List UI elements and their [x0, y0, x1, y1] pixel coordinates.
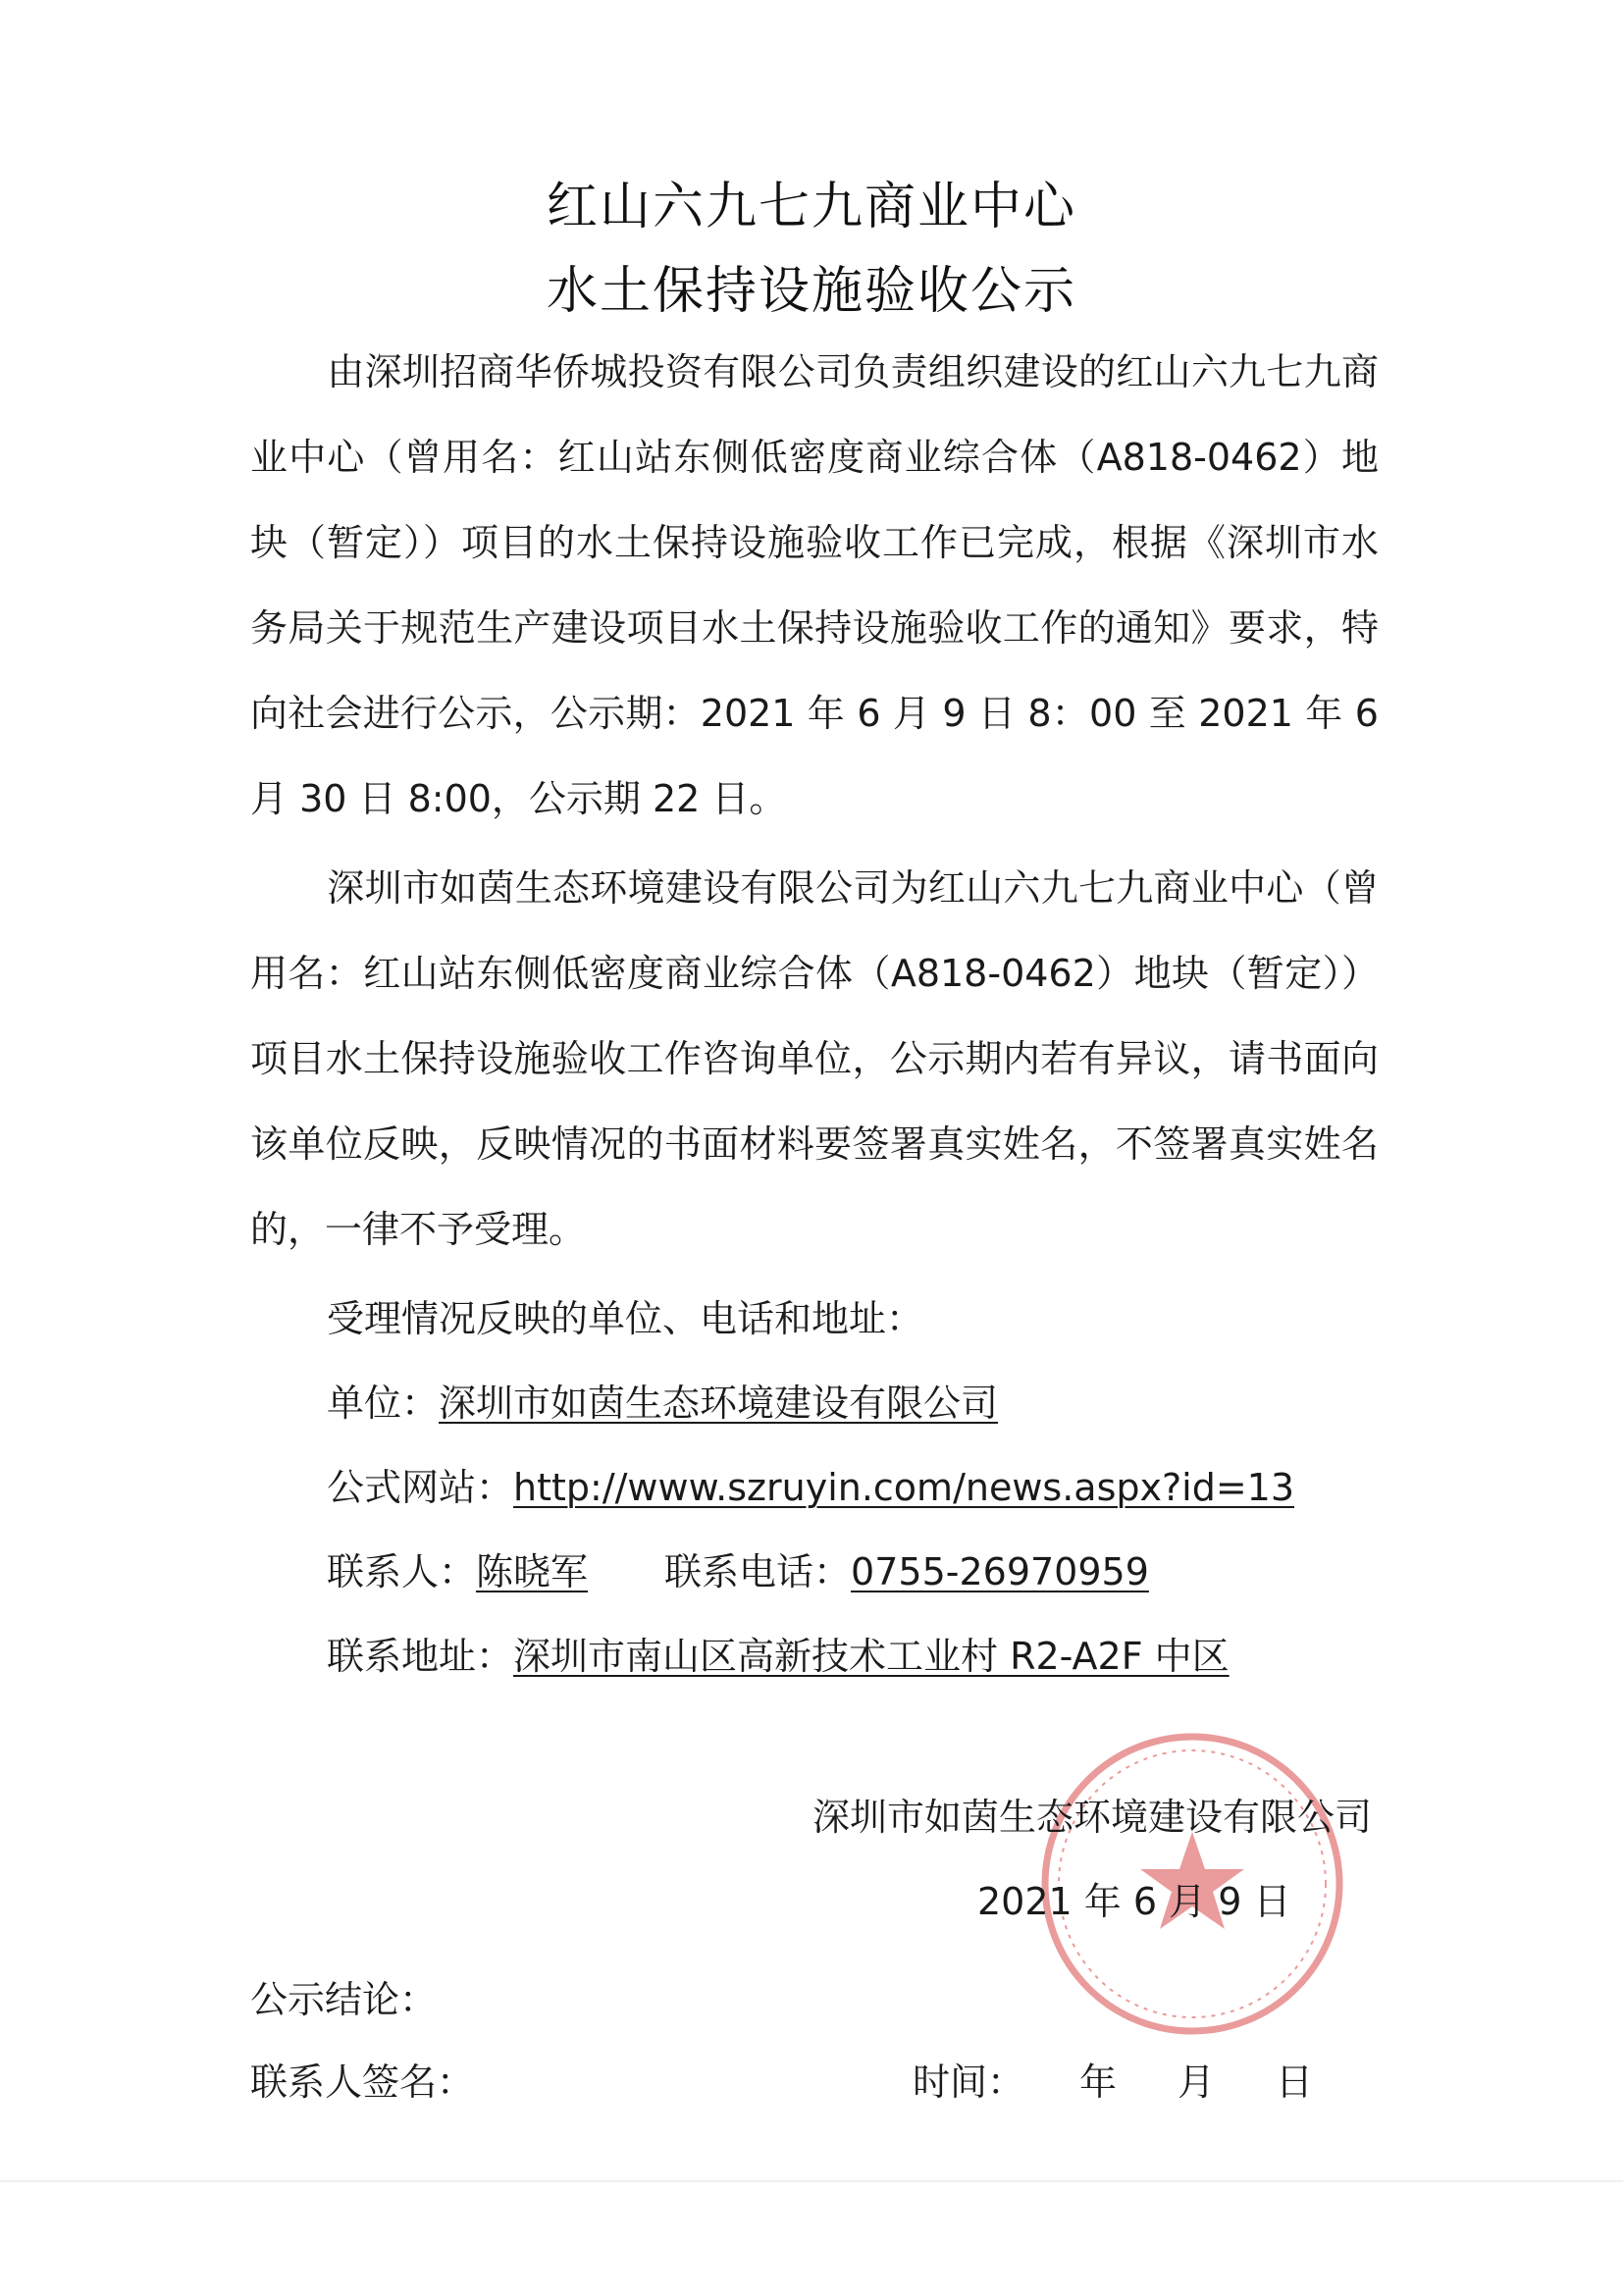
year-label: 年 — [1079, 2061, 1118, 2104]
document-title-line1: 红山六九七九商业中心 — [546, 178, 1076, 236]
contact-unit-row — [327, 1378, 998, 1429]
person-value: 陈晓军 — [476, 1550, 589, 1593]
address-value: 深圳市南山区高新技术工业村 R2-A2F 中区 — [513, 1635, 1230, 1678]
contact-person-row — [327, 1546, 1149, 1597]
month-label: 月 — [1178, 2061, 1216, 2104]
person-label: 联系人： — [327, 1550, 477, 1593]
signature-date: 2021 年 6 月 9 日 — [977, 1880, 1291, 1923]
paragraph-2-text: 深圳市如茵生态环境建设有限公司为红山六九七九商业中心（曾用名：红山站东侧低密度商业综合体（A818-0462）地块（暂定））项目水土保持设施验收工作咨询单位，公示期内若有异议，请书面向该单位反映，反映情况的书面材料要签署真实姓名，不签署真实姓名的，一律不予受理。 — [250, 866, 1379, 1251]
unit-label: 单位： — [327, 1382, 440, 1425]
paragraph-1-text: 由深圳招商华侨城投资有限公司负责组织建设的红山六九七九商业中心（曾用名：红山站东侧低密度商业综合体（A818-0462）地块（暂定））项目的水土保持设施验收工作已完成，根据《深圳市水务局关于规范生产建设项目水土保持设施验收工作的通知》要求，特向社会进行公示，公示期：2021 年 6 月 9 日 8：00 至 2021 年 6 月 30 日 8:00，公示期 22 日。 — [250, 350, 1379, 820]
day-label: 日 — [1276, 2061, 1314, 2104]
contact-address-row — [327, 1631, 1230, 1682]
paragraph-1 — [250, 330, 1379, 842]
scan-edge-line — [0, 2180, 1623, 2182]
paragraph-2 — [250, 846, 1379, 1273]
document-title-line2: 水土保持设施验收公示 — [546, 262, 1076, 321]
phone-value: 0755-26970959 — [851, 1550, 1149, 1593]
conclusion-label: 公示结论： — [250, 1978, 438, 2021]
phone-label: 联系电话： — [664, 1550, 852, 1593]
website-link[interactable]: http://www.szruyin.com/news.aspx?id=13 — [513, 1466, 1295, 1509]
signature-company: 深圳市如茵生态环境建设有限公司 — [812, 1796, 1373, 1839]
contact-intro: 受理情况反映的单位、电话和地址： — [327, 1297, 924, 1340]
contact-website-row — [327, 1462, 1294, 1513]
time-label: 时间： — [913, 2061, 1025, 2104]
signer-label: 联系人签名： — [250, 2061, 475, 2104]
address-label: 联系地址： — [327, 1635, 514, 1678]
unit-value: 深圳市如茵生态环境建设有限公司 — [439, 1382, 999, 1425]
website-label: 公式网站： — [327, 1466, 514, 1509]
